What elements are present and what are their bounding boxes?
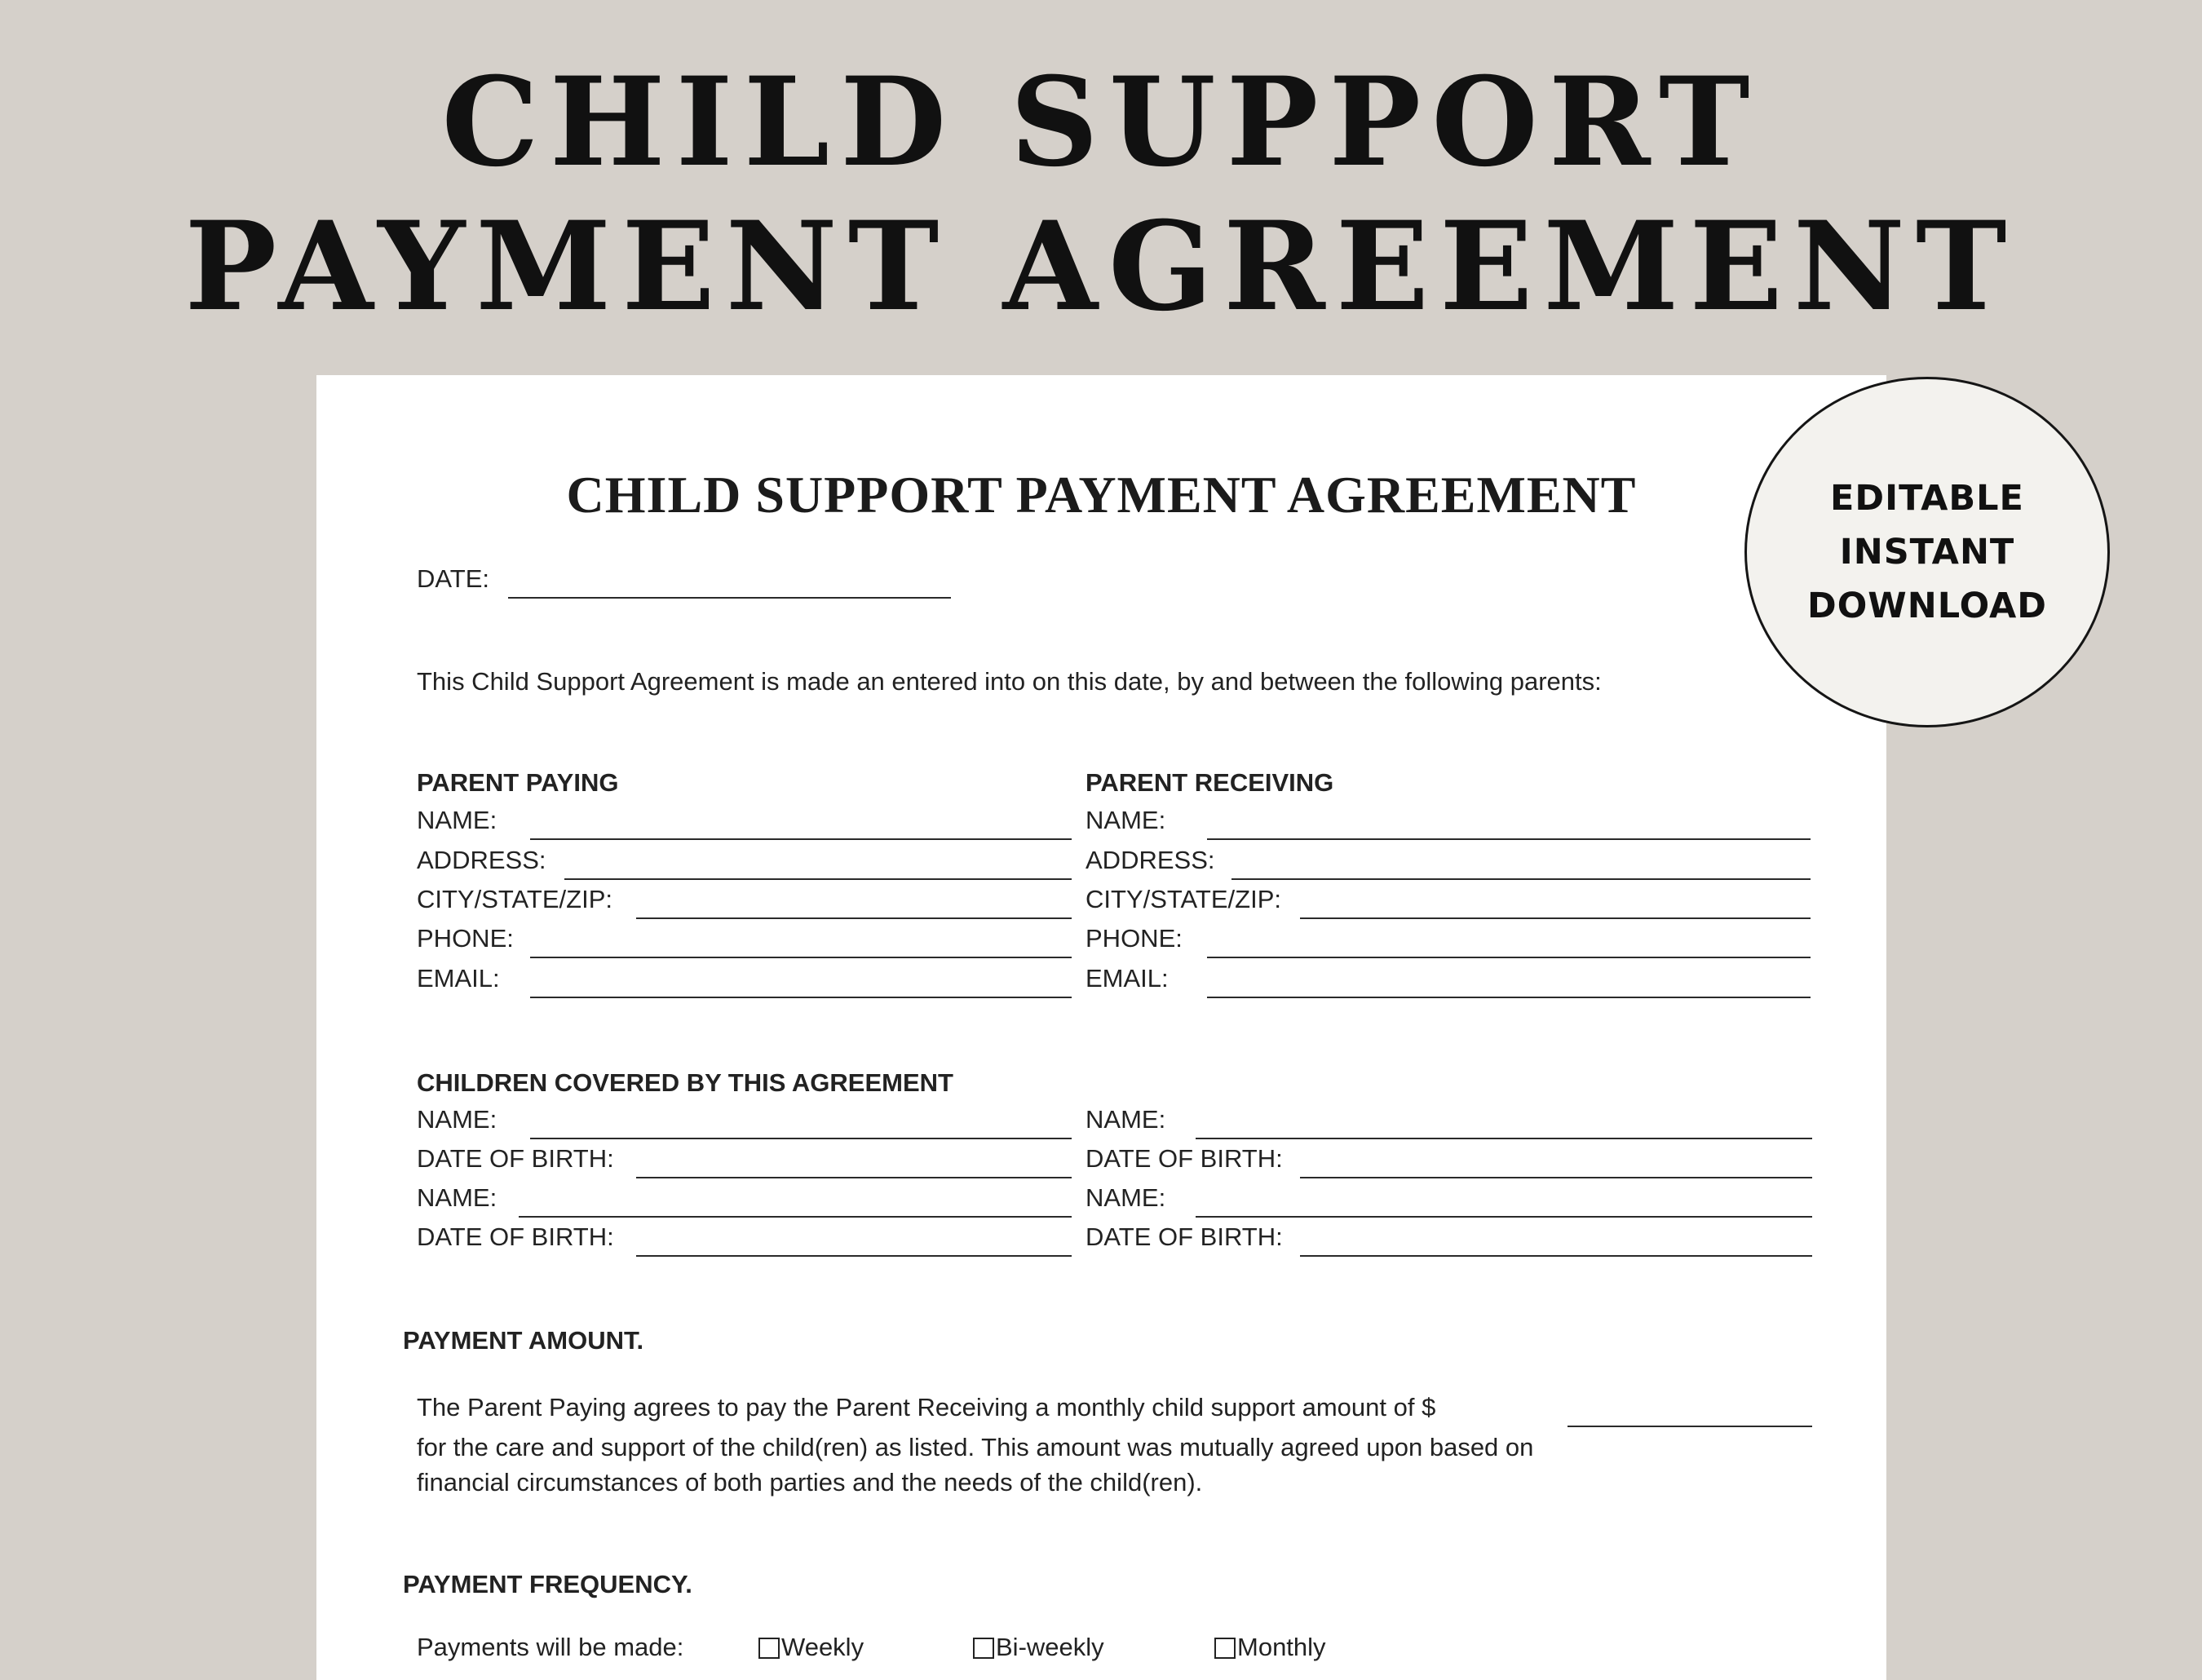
paying-name-field[interactable] [530,838,1072,840]
child3-name-label: NAME: [1086,1105,1166,1134]
child1-dob-label: DATE OF BIRTH: [417,1144,614,1173]
paying-city-label: CITY/STATE/ZIP: [417,885,612,913]
editable-download-badge [1744,377,2110,727]
receiving-city-label: CITY/STATE/ZIP: [1086,885,1281,913]
receiving-address-field[interactable] [1231,878,1811,880]
child3-dob-field[interactable] [1300,1177,1812,1178]
child1-dob-field[interactable] [636,1177,1072,1178]
child3-name-field[interactable] [1196,1138,1812,1139]
badge-line-1: EDITABLE [1830,478,2024,519]
receiving-phone-label: PHONE: [1086,924,1183,953]
parent-paying-heading: PARENT PAYING [417,768,619,797]
payment-amount-text-1: The Parent Paying agrees to pay the Parent Receiving a monthly child support amount of $ [417,1393,1436,1421]
payment-amount-text-3: financial circumstances of both parties and the needs of the child(ren). [417,1468,1203,1497]
banner-title-line-1: CHILD SUPPORT [441,51,1761,194]
intro-text: This Child Support Agreement is made an entered into on this date, by and between the following parents: [417,667,1602,696]
date-field[interactable] [508,597,951,599]
document-title: CHILD SUPPORT PAYMENT AGREEMENT [566,466,1637,524]
child2-name-field[interactable] [519,1216,1072,1218]
paying-address-label: ADDRESS: [417,846,546,874]
badge-line-3: DOWNLOAD [1807,586,2047,626]
weekly-label: Weekly [781,1633,864,1661]
paying-city-field[interactable] [636,917,1072,919]
monthly-checkbox[interactable] [1214,1638,1236,1659]
payment-amount-text-2: for the care and support of the child(ren) as listed. This amount was mutually agreed upon based on [417,1433,1534,1461]
badge-line-2: INSTANT [1839,532,2015,573]
child4-name-label: NAME: [1086,1183,1166,1212]
child2-name-label: NAME: [417,1183,497,1212]
child3-dob-label: DATE OF BIRTH: [1086,1144,1283,1173]
payment-frequency-heading: PAYMENT FREQUENCY. [403,1570,692,1598]
parent-receiving-heading: PARENT RECEIVING [1086,768,1334,797]
biweekly-checkbox[interactable] [973,1638,994,1659]
receiving-email-field[interactable] [1207,997,1811,998]
receiving-name-label: NAME: [1086,806,1166,834]
paying-address-field[interactable] [564,878,1072,880]
payment-amount-heading: PAYMENT AMOUNT. [403,1326,644,1355]
paying-phone-field[interactable] [530,957,1072,958]
receiving-email-label: EMAIL: [1086,964,1169,993]
children-heading: CHILDREN COVERED BY THIS AGREEMENT [417,1068,953,1097]
child1-name-label: NAME: [417,1105,497,1134]
child2-dob-field[interactable] [636,1255,1072,1257]
paying-email-label: EMAIL: [417,964,500,993]
child4-dob-label: DATE OF BIRTH: [1086,1222,1283,1251]
child1-name-field[interactable] [530,1138,1072,1139]
receiving-phone-field[interactable] [1207,957,1811,958]
receiving-address-label: ADDRESS: [1086,846,1215,874]
child2-dob-label: DATE OF BIRTH: [417,1222,614,1251]
document-preview [316,375,1886,1680]
paying-name-label: NAME: [417,806,497,834]
child4-dob-field[interactable] [1300,1255,1812,1257]
paying-phone-label: PHONE: [417,924,514,953]
monthly-label: Monthly [1237,1633,1326,1661]
payment-amount-field[interactable] [1567,1426,1812,1427]
biweekly-label: Bi-weekly [996,1633,1104,1661]
child4-name-field[interactable] [1196,1216,1812,1218]
receiving-city-field[interactable] [1300,917,1811,919]
banner-title-line-2: PAYMENT AGREEMENT [184,195,2018,338]
paying-email-field[interactable] [530,997,1072,998]
date-label: DATE: [417,564,489,593]
weekly-checkbox[interactable] [758,1638,780,1659]
receiving-name-field[interactable] [1207,838,1811,840]
payment-frequency-prompt: Payments will be made: [417,1633,684,1661]
